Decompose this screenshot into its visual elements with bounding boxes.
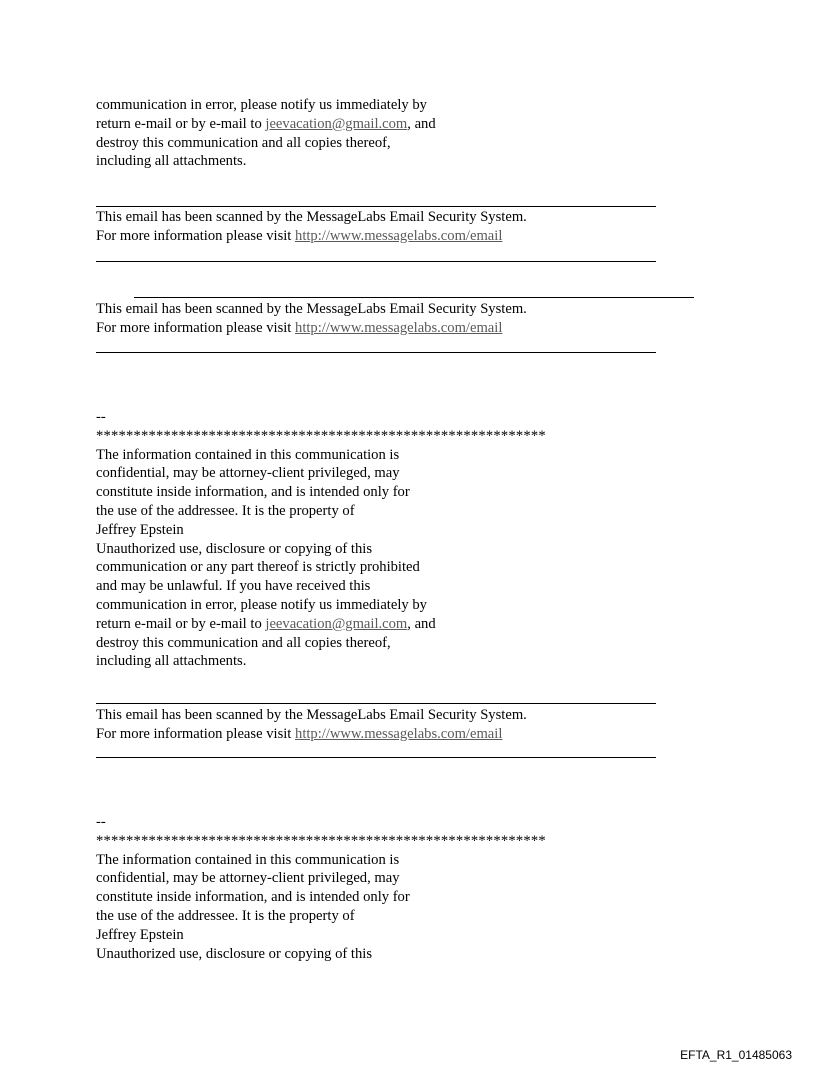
text-line: and may be unlawful. If you have received this xyxy=(96,578,371,595)
divider xyxy=(134,297,694,298)
text-line: including all attachments. xyxy=(96,653,247,670)
text-line: confidential, may be attorney-client privileged, may xyxy=(96,870,400,887)
signature-dashes: -- xyxy=(96,814,106,830)
scan-notice xyxy=(96,300,696,338)
text-line: including all attachments. xyxy=(96,153,247,170)
text-line: constitute inside information, and is intended only for xyxy=(96,889,410,906)
text-line: For more information please visit http://www.messagelabs.com/email xyxy=(96,227,503,244)
text-line: return e-mail or by e-mail to jeevacation@gmail.com, and xyxy=(96,115,436,132)
text-line: For more information please visit http://www.messagelabs.com/email xyxy=(96,319,503,336)
text-line: Unauthorized use, disclosure or copying of this xyxy=(96,945,373,962)
signature-dashes: -- xyxy=(96,409,106,425)
text-line: destroy this communication and all copies thereof, xyxy=(96,134,391,151)
text-line: Unauthorized use, disclosure or copying of this xyxy=(96,540,373,557)
messagelabs-link[interactable]: http://www.messagelabs.com/email xyxy=(295,725,503,742)
text-line: communication in error, please notify us immediately by xyxy=(96,596,427,613)
messagelabs-link[interactable]: http://www.messagelabs.com/email xyxy=(295,227,503,244)
star-separator: ************************************************************ xyxy=(96,832,546,849)
scan-notice xyxy=(96,706,696,744)
divider xyxy=(96,352,656,353)
document-id: EFTA_R1_01485063 xyxy=(680,1048,792,1062)
text-line: This email has been scanned by the MessageLabs Email Security System. xyxy=(96,707,527,723)
divider xyxy=(96,703,656,704)
text-line: destroy this communication and all copies thereof, xyxy=(96,634,391,651)
text-line: This email has been scanned by the MessageLabs Email Security System. xyxy=(96,301,527,317)
disclaimer-block xyxy=(96,813,696,963)
text-line: The information contained in this communication is xyxy=(96,446,400,463)
text-line: This email has been scanned by the MessageLabs Email Security System. xyxy=(96,209,527,225)
divider xyxy=(96,757,656,758)
text-line: communication or any part thereof is strictly prohibited xyxy=(96,559,420,576)
star-separator: ************************************************************ xyxy=(96,427,546,444)
divider xyxy=(96,261,656,262)
email-link[interactable]: jeevacation@gmail.com xyxy=(265,115,408,132)
text-line: communication in error, please notify us immediately by xyxy=(96,97,427,113)
text-line: constitute inside information, and is intended only for xyxy=(96,484,410,501)
text-line: For more information please visit http://www.messagelabs.com/email xyxy=(96,725,503,742)
text-line: the use of the addressee. It is the property of xyxy=(96,502,355,519)
email-link[interactable]: jeevacation@gmail.com xyxy=(265,615,408,632)
messagelabs-link[interactable]: http://www.messagelabs.com/email xyxy=(295,319,503,336)
disclaimer-block xyxy=(96,408,696,671)
scan-notice xyxy=(96,208,696,246)
text-line: Jeffrey Epstein xyxy=(96,926,184,943)
disclaimer-tail-top xyxy=(96,96,696,171)
text-line: The information contained in this communication is xyxy=(96,851,400,868)
text-line: confidential, may be attorney-client privileged, may xyxy=(96,465,400,482)
divider xyxy=(96,206,656,207)
text-line: the use of the addressee. It is the property of xyxy=(96,907,355,924)
text-line: Jeffrey Epstein xyxy=(96,521,184,538)
text-line: return e-mail or by e-mail to jeevacation@gmail.com, and xyxy=(96,615,436,632)
